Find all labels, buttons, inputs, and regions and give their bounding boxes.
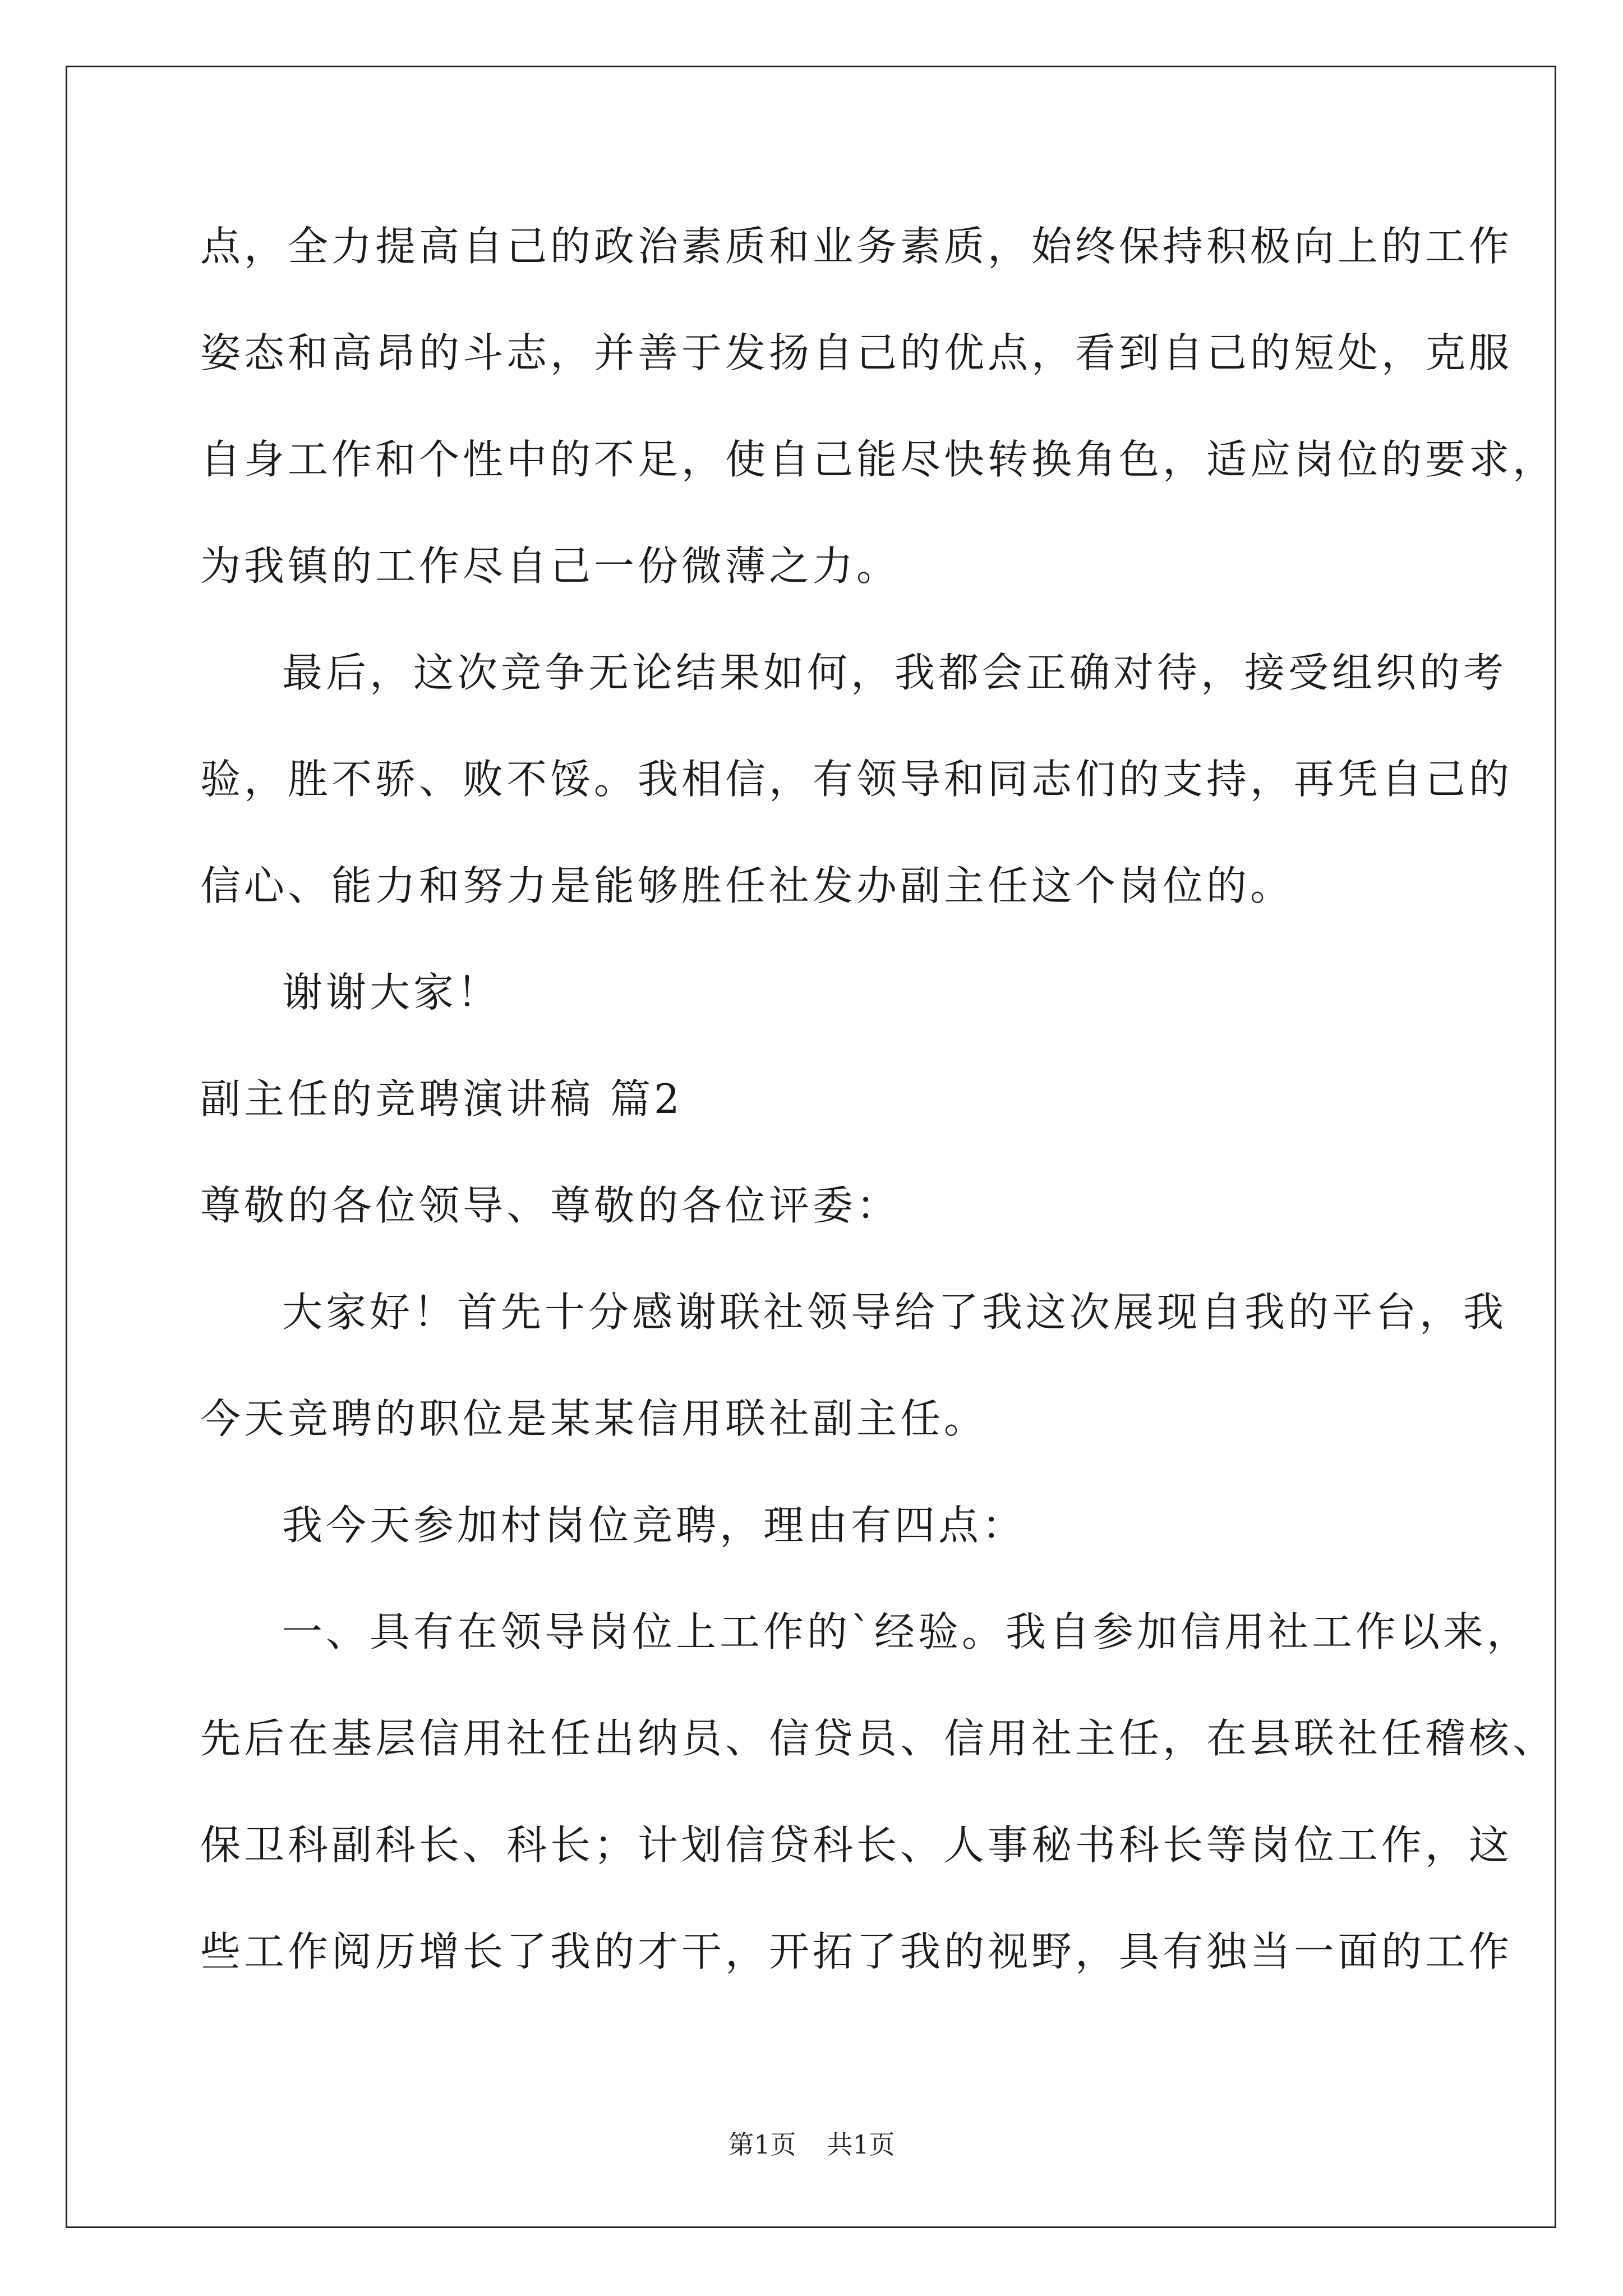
paragraph-line: 我今天参加村岗位竞聘，理由有四点： <box>282 1502 1026 1549</box>
salutation-line: 尊敬的各位领导、尊敬的各位评委： <box>200 1182 901 1229</box>
document-body <box>200 215 1557 2027</box>
page-footer <box>0 2124 1623 2161</box>
paragraph-line: 些工作阅历增长了我的才干，开拓了我的视野，具有独当一面的工作 <box>200 1928 1513 1975</box>
paragraph-line: 先后在基层信用社任出纳员、信贷员、信用社主任，在县联社任稽核、 <box>200 1715 1557 1762</box>
paragraph-line: 今天竞聘的职位是某某信用联社副主任。 <box>200 1395 988 1442</box>
paragraph-line: 最后，这次竞争无论结果如何，我都会正确对待，接受组织的考 <box>282 649 1507 696</box>
section-heading: 副主任的竞聘演讲稿 篇2 <box>200 1075 683 1122</box>
page-total: 共1页 <box>827 2129 895 2160</box>
paragraph-line: 为我镇的工作尽自己一份微薄之力。 <box>200 542 901 590</box>
paragraph-line: 一、具有在领导岗位上工作的`经验。我自参加信用社工作以来， <box>282 1608 1531 1655</box>
paragraph-line: 保卫科副科长、科长；计划信贷科长、人事秘书科长等岗位工作，这 <box>200 1821 1513 1869</box>
paragraph-line: 验，胜不骄、败不馁。我相信，有领导和同志们的支持，再凭自己的 <box>200 756 1513 803</box>
paragraph-line: 自身工作和个性中的不足，使自己能尽快转换角色，适应岗位的要求， <box>200 436 1557 483</box>
page-number: 第1页 <box>728 2129 796 2160</box>
paragraph-line: 点，全力提高自己的政治素质和业务素质，始终保持积极向上的工作 <box>200 223 1513 270</box>
paragraph-line: 谢谢大家！ <box>282 969 501 1016</box>
paragraph-line: 大家好！首先十分感谢联社领导给了我这次展现自我的平台，我 <box>282 1289 1507 1336</box>
paragraph-line: 信心、能力和努力是能够胜任社发办副主任这个岗位的。 <box>200 862 1294 909</box>
paragraph-line: 姿态和高昂的斗志，并善于发扬自己的优点，看到自己的短处，克服 <box>200 329 1513 376</box>
